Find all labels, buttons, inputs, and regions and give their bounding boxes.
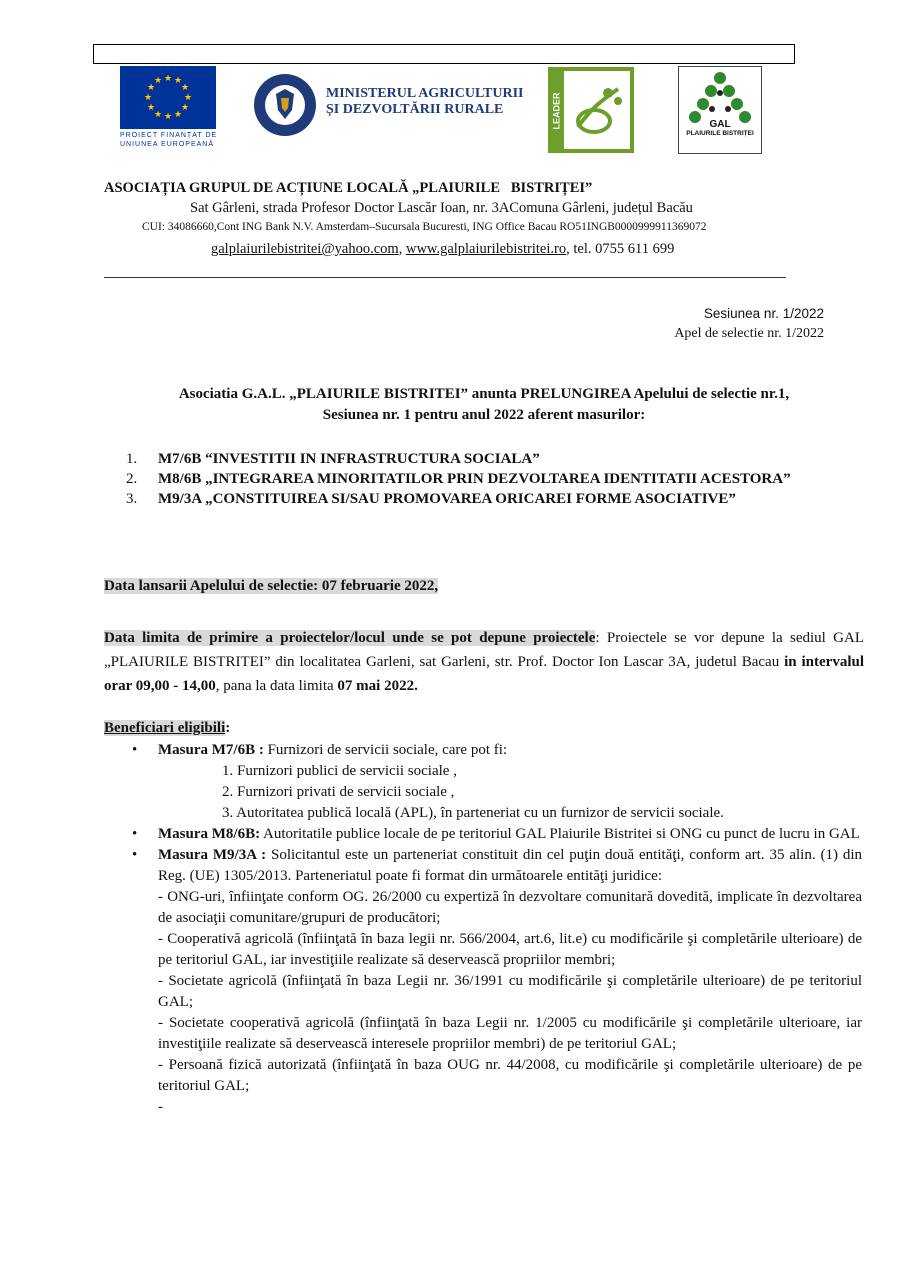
phone-text: , tel. 0755 611 699 bbox=[566, 241, 675, 257]
org-contact: galplaiurilebistritei@yahoo.com, www.galplaiurilebistritei.ro, tel. 0755 611 699 bbox=[211, 241, 675, 257]
svg-text:★: ★ bbox=[146, 103, 156, 113]
leader-text: LEADER bbox=[551, 92, 562, 130]
svg-text:★: ★ bbox=[180, 83, 190, 93]
bullet-icon: • bbox=[132, 826, 138, 842]
svg-text:★: ★ bbox=[180, 103, 190, 113]
svg-text:★: ★ bbox=[183, 93, 193, 103]
list-item: 1. M7/6B “INVESTITII IN INFRASTRUCTURA SOCIALA” bbox=[126, 451, 540, 467]
government-seal-icon bbox=[252, 72, 318, 138]
list-item: • Masura M9/3A : Solicitantul este un parteneriat constituit din cel puţin două entităţi, conform art. 35 alin. (1) din Reg. (UE) 1305/2013. Parteneriatul poate fi format din următoarele entităţi juridice: bbox=[132, 847, 862, 884]
gal-name: PLAIURILE BISTRIȚEI bbox=[686, 130, 754, 137]
beneficiaries-title: Beneficiari eligibili: bbox=[104, 720, 231, 736]
list-item: 1. Furnizori publici de servicii sociale , bbox=[222, 763, 457, 779]
ministry-line2: ȘI DEZVOLTĂRII RURALE bbox=[326, 102, 504, 117]
measures-list bbox=[104, 449, 844, 509]
website-link[interactable]: www.galplaiurilebistritei.ro bbox=[405, 241, 567, 257]
list-item: - ONG-uri, înfiinţate conform OG. 26/2000 cu expertiză în dezvoltare comunitară dovedită, implicate în dezvoltarea de asociaţii comunitare/grupuri de producători; bbox=[158, 889, 862, 926]
eu-flag-icon bbox=[120, 66, 216, 129]
list-item: 2. Furnizori privati de servicii sociale , bbox=[222, 784, 455, 800]
svg-text:★: ★ bbox=[146, 83, 156, 93]
svg-text:★: ★ bbox=[143, 93, 153, 103]
list-item: - Cooperativă agricolă (înfiinţată în baza legii nr. 566/2004, art.6, lit.e) cu modificările şi completările ulterioare) de pe teritoriul GAL, iar investiţiile realizate să deservească propriilor membri; bbox=[158, 931, 862, 968]
list-item: 3. M9/3A „CONSTITUIREA SI/SAU PROMOVAREA ORICAREI FORME ASOCIATIVE” bbox=[126, 491, 736, 507]
session-number: Sesiunea nr. 1/2022 bbox=[703, 306, 824, 321]
list-item: • Masura M8/6B: Autoritatile publice locale de pe teritoriul GAL Plaiurile Bistritei si ONG cu punct de lucru in GAL bbox=[104, 824, 862, 845]
svg-text:★: ★ bbox=[153, 76, 163, 86]
org-address: Sat Gârleni, strada Profesor Doctor Lascăr Ioan, nr. 3AComuna Gârleni, județul Bacău bbox=[190, 200, 693, 216]
eu-caption-line2: UNIUNEA EUROPEANĂ bbox=[120, 141, 215, 148]
eu-caption-line1: PROIECT FINANȚAT DE bbox=[120, 132, 218, 139]
launch-date: Data lansarii Apelului de selectie: 07 februarie 2022, bbox=[104, 578, 439, 594]
svg-text:★: ★ bbox=[173, 76, 183, 86]
header-frame bbox=[93, 44, 795, 64]
eu-logo bbox=[120, 66, 218, 149]
announcement-intro: Asociatia G.A.L. „PLAIURILE BISTRITEI” anunta PRELUNGIREA Apelului de selectie nr.1, Sesiunea nr. 1 pentru anul 2022 aferent masurilor: bbox=[178, 386, 790, 423]
gal-label: GAL bbox=[709, 119, 731, 130]
email-link[interactable]: galplaiurilebistritei@yahoo.com bbox=[211, 241, 399, 257]
svg-text:★: ★ bbox=[163, 112, 173, 122]
leader-logo bbox=[548, 67, 634, 153]
list-item: 3. Autoritatea publică locală (APL), în parteneriat cu un furnizor de servicii sociale. bbox=[222, 805, 724, 821]
org-cui: CUI: 34086660,Cont ING Bank N.V. Amsterdam–Sucursala Bucuresti, ING Office Bacau RO51INGB0000999911369072 bbox=[142, 221, 707, 233]
deadline-paragraph: Data limita de primire a proiectelor/locul unde se pot depune proiectele: Proiectele se vor depune la sediul GAL „PLAIURILE BISTRITEI” din localitatea Garleni, sat Garleni, str. Prof. Doctor Ion Lascar 3A, judetul Bacau in intervalul orar 09,00 - 14,00, pana la data limita 07 mai 2022. bbox=[104, 630, 864, 694]
gal-logo bbox=[678, 66, 762, 154]
bullet-icon: • bbox=[132, 847, 138, 863]
org-name: ASOCIAȚIA GRUPUL DE ACȚIUNE LOCALĂ „PLAIURILE BISTRIȚEI” bbox=[104, 180, 593, 196]
header-divider bbox=[104, 277, 786, 278]
ministry-line1: MINISTERUL AGRICULTURII bbox=[326, 86, 524, 101]
beneficiaries-list bbox=[104, 740, 862, 1118]
list-item: - Societate cooperativă agricolă (înfiinţată în baza Legii nr. 1/2005 cu modificările şi completările ulterioare, iar investiţiile realizate să deservească interesele propriilor membri) de pe teritoriul GAL; bbox=[158, 1015, 862, 1052]
bullet-icon: • bbox=[132, 742, 138, 758]
list-item: 2. M8/6B „INTEGRAREA MINORITATILOR PRIN DEZVOLTAREA IDENTITATII ACESTORA” bbox=[126, 471, 791, 487]
list-item: - Societate agricolă (înfiinţată în baza Legii nr. 36/1991 cu modificările şi completările ulterioare) de pe teritoriul GAL; bbox=[158, 973, 862, 1010]
list-item: - Persoană fizică autorizată (înfiinţată în baza OUG nr. 44/2008, cu modificările şi completările ulterioare) de pe teritoriul GAL; bbox=[158, 1057, 862, 1094]
svg-text:★: ★ bbox=[163, 74, 173, 84]
ministry-name bbox=[326, 86, 523, 118]
list-item: - bbox=[158, 1099, 163, 1115]
svg-text:★: ★ bbox=[173, 110, 183, 120]
list-item: • Masura M7/6B : Furnizori de servicii sociale, care pot fi: bbox=[104, 740, 862, 761]
svg-text:★: ★ bbox=[153, 110, 163, 120]
call-number: Apel de selectie nr. 1/2022 bbox=[674, 326, 824, 341]
